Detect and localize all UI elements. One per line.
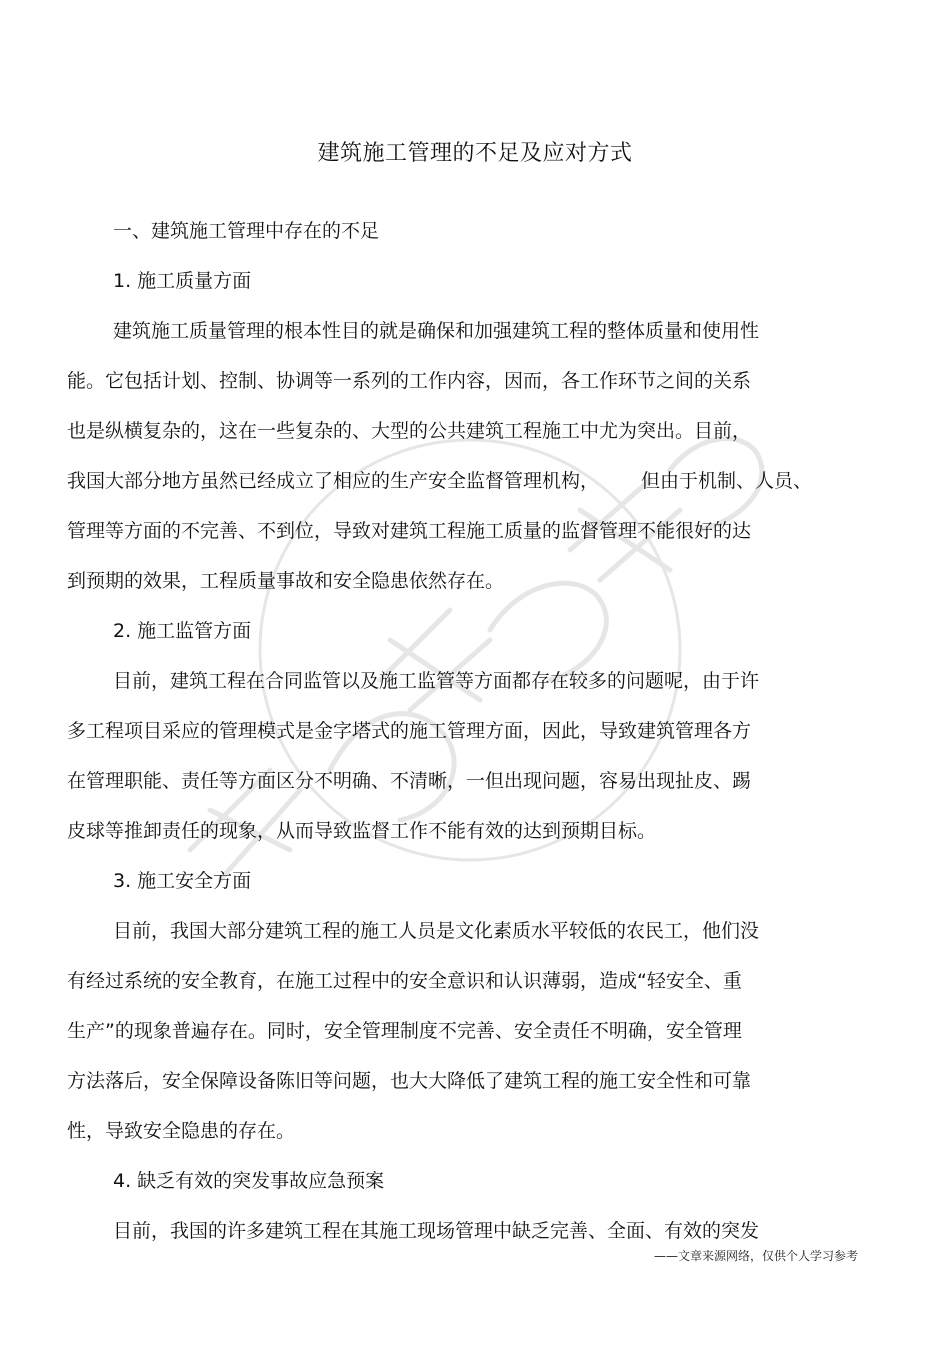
subsection-heading: 3. 施工安全方面 [113, 870, 252, 892]
paragraph-line: 目前，我国的许多建筑工程在其施工现场管理中缺乏完善、全面、有效的突发 [113, 1220, 760, 1242]
paragraph-line: 建筑施工质量管理的根本性目的就是确保和加强建筑工程的整体质量和使用性 [113, 320, 760, 342]
footer-note: ——文章来源网络，仅供个人学习参考 [653, 1249, 858, 1263]
subsection-heading: 2. 施工监管方面 [113, 620, 252, 642]
paragraph-line-part: 我国大部分地方虽然已经成立了相应的生产安全监督管理机构， [67, 470, 600, 492]
paragraph-line: 在管理职能、责任等方面区分不明确、不清晰，一但出现问题，容易出现扯皮、踢 [67, 770, 752, 792]
paragraph-line: 能。它包括计划、控制、协调等一系列的工作内容，因而，各工作环节之间的关系 [67, 370, 752, 392]
paragraph-line [67, 468, 812, 494]
paragraph-line: 性，导致安全隐患的存在。 [67, 1120, 296, 1142]
paragraph-line-part: 但由于机制、人员、 [641, 470, 813, 492]
paragraph-line: 生产”的现象普遍存在。同时，安全管理制度不完善、安全责任不明确，安全管理 [67, 1020, 742, 1042]
subsection-heading: 1. 施工质量方面 [113, 270, 252, 292]
document-title: 建筑施工管理的不足及应对方式 [317, 141, 633, 166]
paragraph-line: 方法落后，安全保障设备陈旧等问题，也大大降低了建筑工程的施工安全性和可靠 [67, 1070, 752, 1092]
subsection-heading: 4. 缺乏有效的突发事故应急预案 [113, 1170, 385, 1192]
paragraph-line: 皮球等推卸责任的现象，从而导致监督工作不能有效的达到预期目标。 [67, 820, 657, 842]
paragraph-line: 目前，我国大部分建筑工程的施工人员是文化素质水平较低的农民工，他们没 [113, 920, 760, 942]
paragraph-line: 有经过系统的安全教育，在施工过程中的安全意识和认识薄弱，造成“轻安全、重 [67, 970, 742, 992]
paragraph-line: 到预期的效果，工程质量事故和安全隐患依然存在。 [67, 570, 505, 592]
paragraph-line: 目前，建筑工程在合同监管以及施工监管等方面都存在较多的问题呢，由于许 [113, 670, 760, 692]
paragraph-line: 多工程项目采应的管理模式是金字塔式的施工管理方面，因此，导致建筑管理各方 [67, 720, 752, 742]
paragraph-line: 管理等方面的不完善、不到位，导致对建筑工程施工质量的监督管理不能很好的达 [67, 520, 752, 542]
section-heading: 一、建筑施工管理中存在的不足 [113, 220, 380, 242]
paragraph-line: 也是纵横复杂的，这在一些复杂的、大型的公共建筑工程施工中尤为突出。目前， [67, 420, 752, 442]
